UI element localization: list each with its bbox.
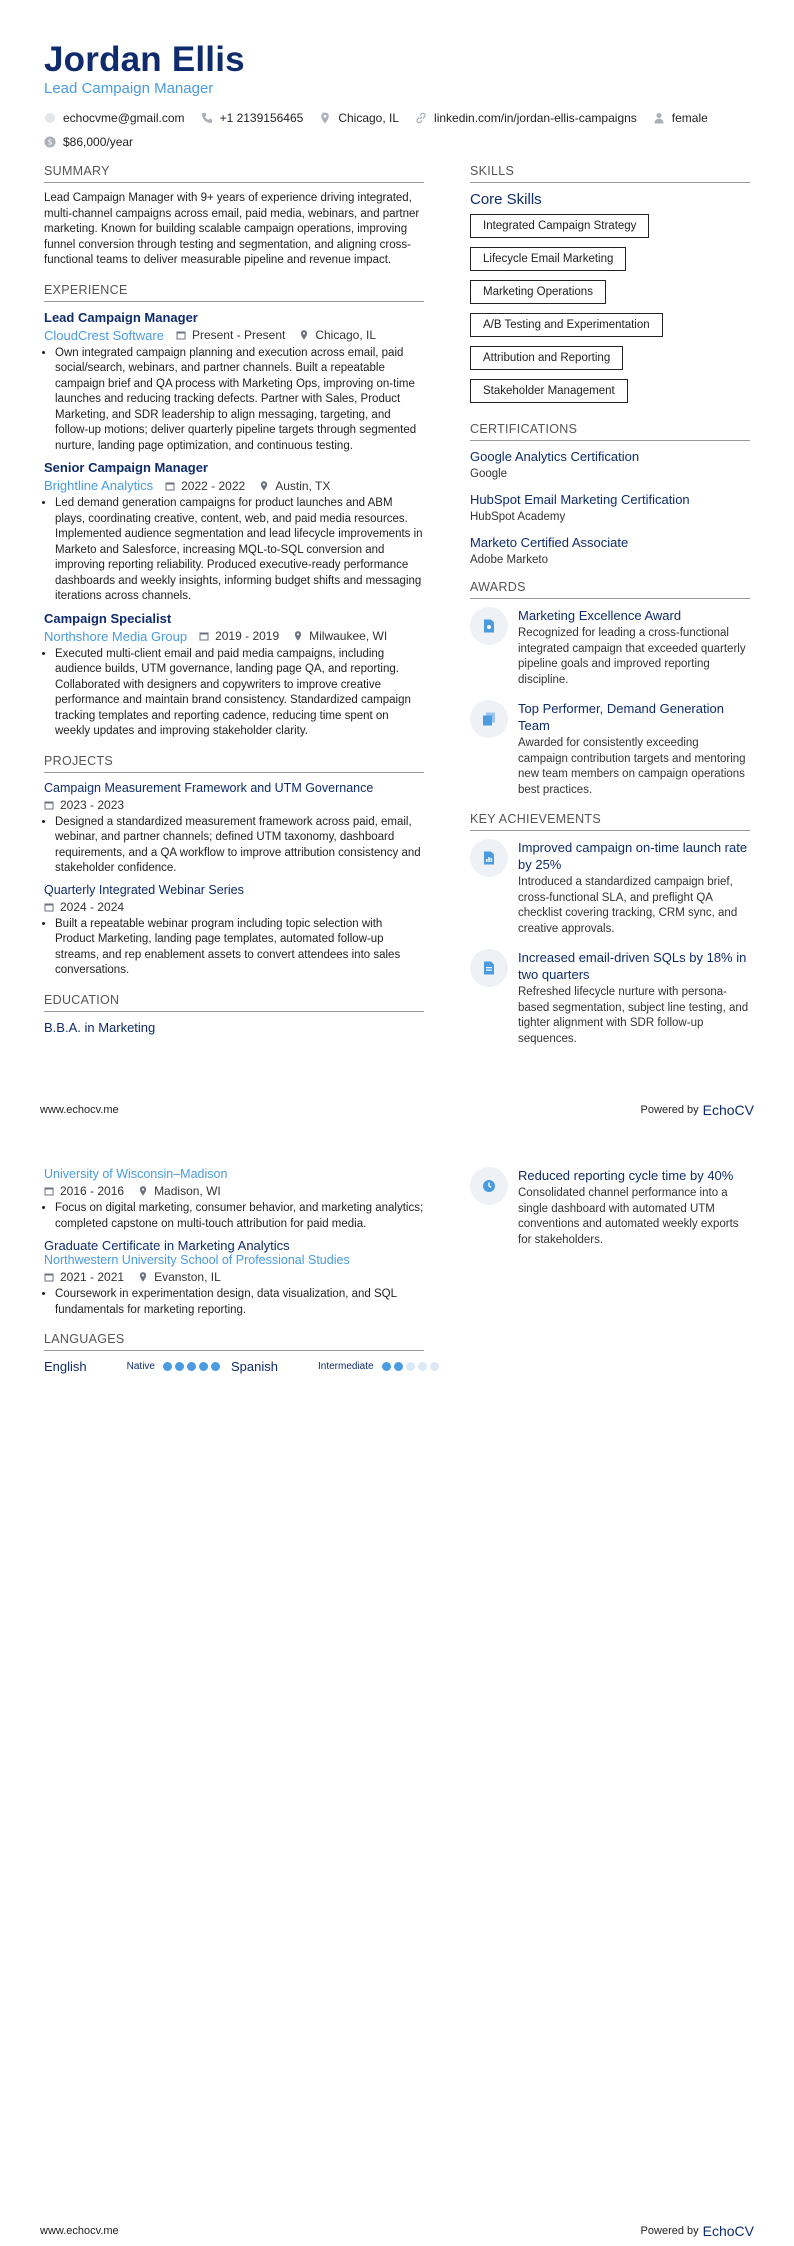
proficiency-dot [163, 1362, 172, 1371]
project-entry [44, 781, 424, 877]
cert-name: Marketo Certified Associate [470, 535, 629, 550]
phone-text: +1 2139156465 [219, 111, 304, 125]
achievements-section [470, 812, 750, 1047]
education-section [44, 993, 424, 1035]
contact-linkedin[interactable] [415, 111, 637, 125]
location-pin-icon [299, 330, 309, 340]
cert-org: HubSpot Academy [470, 511, 566, 523]
skill-tag: Integrated Campaign Strategy [470, 214, 649, 238]
job-entry [44, 460, 424, 605]
footer-powered: Powered by [640, 1104, 699, 1116]
calendar-icon [44, 902, 54, 912]
school-name: Northwestern University School of Professional Studies [44, 1253, 350, 1267]
contact-email[interactable] [44, 111, 185, 125]
company-name: Brightline Analytics [44, 478, 154, 493]
achievement-desc: Consolidated channel performance into a single dashboard with automated UTM conventions and automated weekly exports for stakeholders. [518, 1187, 739, 1246]
achievement-icon-wrap [470, 949, 508, 987]
link-icon [415, 112, 427, 124]
languages-section [44, 1332, 424, 1374]
achievement-icon-wrap [470, 839, 508, 877]
job-location: Austin, TX [275, 478, 331, 493]
calendar-icon [199, 631, 209, 641]
svg-text:$: $ [47, 137, 53, 147]
school-name: University of Wisconsin–Madison [44, 1167, 228, 1181]
achievement-desc: Refreshed lifecycle nurture with persona-based segmentation, subject line testing, and tighter alignment with SDR follow-up sequences. [518, 986, 749, 1045]
cert-org: Google [470, 468, 508, 480]
calendar-icon [44, 1272, 54, 1282]
projects-heading: PROJECTS [44, 754, 424, 773]
award-icon-wrap [470, 607, 508, 645]
document-star-icon [483, 619, 495, 633]
job-entry [44, 611, 424, 740]
right-column-continued [470, 1167, 750, 1260]
skill-tag: Marketing Operations [470, 280, 606, 304]
skill-tag: Attribution and Reporting [470, 346, 623, 370]
skill-tag: Stakeholder Management [470, 379, 628, 403]
award-entry [470, 700, 750, 798]
cert-name: Google Analytics Certification [470, 449, 640, 464]
education-continued [44, 1167, 424, 1318]
left-column-continued [44, 1167, 424, 1374]
language-level: Native [126, 1361, 155, 1372]
language-dots [382, 1362, 442, 1371]
project-title: Campaign Measurement Framework and UTM Governance [44, 780, 374, 795]
email-text: echocvme@gmail.com [63, 111, 185, 125]
footer-brand-logo: EchoCV [702, 1102, 754, 1118]
degree-title: Graduate Certificate in Marketing Analytics [44, 1238, 290, 1253]
language-dots [163, 1362, 223, 1371]
footer-site[interactable]: www.echocv.me [40, 1104, 119, 1116]
document-chart-icon [483, 851, 495, 865]
proficiency-dot [199, 1362, 208, 1371]
degree-title: B.B.A. in Marketing [44, 1019, 156, 1035]
right-column [470, 164, 750, 1059]
achievement-entry [470, 949, 750, 1047]
experience-section [44, 283, 424, 740]
candidate-name: Jordan Ellis [44, 40, 245, 79]
footer-powered: Powered by [640, 2225, 699, 2237]
location-text: Chicago, IL [338, 111, 400, 125]
experience-heading: EXPERIENCE [44, 283, 424, 302]
email-icon [44, 112, 56, 124]
proficiency-dot [187, 1362, 196, 1371]
calendar-icon [176, 330, 186, 340]
language-level: Intermediate [317, 1361, 374, 1372]
person-icon [653, 112, 665, 124]
calendar-icon [44, 1186, 54, 1196]
education-location: Madison, WI [154, 1184, 221, 1198]
location-pin-icon [138, 1272, 148, 1282]
job-bullet: • Executed multi-client email and paid media campaigns, including audience builds, UTM governance, landing page QA, and reporting. Collaborated with designers and copywriters to improve creative performance and maintain brand consistency. Standardized campaign tracking templates and reporting cadence, reducing time spent on weekly updates and improving stakeholder clarity. [55, 647, 424, 740]
documents-icon [482, 712, 496, 726]
projects-section [44, 754, 424, 979]
resume-page-2 [0, 1123, 794, 2246]
job-title: Campaign Specialist [44, 610, 172, 626]
contact-phone[interactable] [201, 111, 304, 125]
job-title: Senior Campaign Manager [44, 460, 208, 475]
education-heading: EDUCATION [44, 993, 424, 1012]
language-name: English [44, 1359, 87, 1374]
cert-org: Adobe Marketo [470, 554, 548, 566]
education-bullet: • Coursework in experimentation design, data visualization, and SQL fundamentals for marketing reporting. [55, 1287, 424, 1318]
awards-section [470, 580, 750, 798]
project-entry [44, 883, 424, 979]
proficiency-dot [382, 1362, 391, 1371]
salary-text: $86,000/year [63, 135, 134, 149]
skills-section [470, 164, 750, 412]
calendar-icon [165, 481, 175, 491]
achievement-title: Improved campaign on-time launch rate by 25% [518, 840, 748, 872]
contact-salary [44, 135, 133, 149]
footer-brand-logo: EchoCV [702, 2223, 754, 2239]
award-title: Top Performer, Demand Generation Team [518, 701, 724, 733]
achievement-icon-wrap [470, 1167, 508, 1205]
skills-heading: SKILLS [470, 164, 750, 183]
language-name: Spanish [231, 1359, 278, 1374]
proficiency-dot [406, 1362, 415, 1371]
award-icon-wrap [470, 700, 508, 738]
cert-name: HubSpot Email Marketing Certification [470, 492, 690, 507]
gender-text: female [671, 111, 708, 125]
clock-icon [482, 1179, 496, 1193]
page-footer [40, 2223, 754, 2239]
award-desc: Recognized for leading a cross-functional integrated campaign that exceeded quarterly pipeline goals and improved reporting discipline. [518, 627, 746, 686]
education-bullet: • Focus on digital marketing, consumer behavior, and marketing analytics; completed capstone on multi-touch attribution for paid media. [55, 1201, 424, 1232]
project-bullet: • Built a repeatable webinar program including topic selection with Product Marketing, landing page templates, automated follow-up streams, and rep enablement assets to convert attendees into sales conversations. [55, 917, 424, 979]
achievement-desc: Introduced a standardized campaign brief, cross-functional SLA, and preflight QA checklist covering tracking, CRM sync, and creative approvals. [518, 876, 738, 935]
calendar-icon [44, 800, 54, 810]
achievement-entry [470, 1167, 750, 1248]
summary-text: Lead Campaign Manager with 9+ years of experience driving integrated, multi-channel campaigns across email, paid media, webinars, and partner marketing. Known for building scalable campaign operations, improving funnel conversion through testing and segmentation, and aligning cross-functional teams to deliver measurable pipeline and revenue impact. [44, 192, 420, 266]
award-entry [470, 607, 750, 688]
location-pin-icon [138, 1186, 148, 1196]
project-bullet: • Designed a standardized measurement framework across paid, email, webinar, and partner channels; defined UTM taxonomy, dashboard requirements, and a QA workflow to improve attribution consistency and stakeholder confidence. [55, 815, 424, 877]
contact-location [319, 111, 399, 125]
awards-heading: AWARDS [470, 580, 750, 599]
page-footer [40, 1102, 754, 1118]
job-dates: 2022 - 2022 [181, 478, 246, 493]
education-dates: 2021 - 2021 [60, 1270, 125, 1284]
education-location: Evanston, IL [154, 1270, 221, 1284]
money-icon [44, 136, 56, 148]
project-dates: 2023 - 2023 [60, 797, 125, 812]
education-dates: 2016 - 2016 [60, 1184, 125, 1198]
phone-icon [201, 112, 213, 124]
proficiency-dot [175, 1362, 184, 1371]
proficiency-dot [418, 1362, 427, 1371]
skills-subheading: Core Skills [470, 191, 542, 208]
proficiency-dot [394, 1362, 403, 1371]
job-location: Milwaukee, WI [309, 629, 388, 643]
languages-heading: LANGUAGES [44, 1332, 424, 1351]
proficiency-dot [430, 1362, 439, 1371]
job-location: Chicago, IL [315, 328, 377, 342]
summary-section [44, 164, 424, 269]
candidate-role: Lead Campaign Manager [44, 80, 214, 97]
location-pin-icon [293, 631, 303, 641]
job-title: Lead Campaign Manager [44, 309, 198, 325]
company-name: CloudCrest Software [44, 327, 164, 343]
skill-tag: Lifecycle Email Marketing [470, 247, 626, 271]
achievement-title: Increased email-driven SQLs by 18% in two quarters [518, 950, 747, 982]
document-icon [483, 961, 495, 975]
job-bullet: • Led demand generation campaigns for product launches and ABM plays, coordinating creative, content, web, and paid media resources. Implemented audience segmentation and lead lifecycle improvements in Marketo and Salesforce, increasing MQL-to-SQL conversion and improving reporting reliability. Produced executive-ready performance dashboards and weekly insights, informing budget shifts and messaging iterations across channels. [55, 496, 424, 605]
project-dates: 2024 - 2024 [60, 899, 125, 914]
certifications-section [470, 422, 750, 566]
summary-heading: SUMMARY [44, 164, 424, 183]
footer-site[interactable]: www.echocv.me [40, 2225, 119, 2237]
proficiency-dot [211, 1362, 220, 1371]
company-name: Northshore Media Group [44, 628, 188, 644]
achievement-entry [470, 839, 750, 937]
achievement-title: Reduced reporting cycle time by 40% [518, 1168, 734, 1183]
contact-info [44, 108, 764, 156]
achievements-heading: KEY ACHIEVEMENTS [470, 812, 750, 831]
award-title: Marketing Excellence Award [518, 608, 682, 623]
contact-gender [653, 111, 708, 125]
linkedin-text: linkedin.com/in/jordan-ellis-campaigns [434, 111, 637, 125]
left-column [44, 164, 424, 1035]
job-entry [44, 310, 424, 455]
job-dates: Present - Present [191, 328, 286, 342]
location-pin-icon [319, 112, 331, 124]
award-desc: Awarded for consistently exceeding campaign contribution targets and mentoring new team members on campaign operations best practices. [518, 737, 746, 796]
job-bullet: • Own integrated campaign planning and execution across email, paid social/search, webinars, and partner channels. Built a repeatable campaign brief and QA process with Marketing Ops, improving on-time launches and reducing tracking defects. Partner with Sales, Product Marketing, and SDR leadership to align messaging, targeting, and follow-up motions; deliver quarterly pipeline targets through segmented nurture, landing page optimization, and continuous testing. [55, 346, 424, 455]
skill-tag: A/B Testing and Experimentation [470, 313, 663, 337]
job-dates: 2019 - 2019 [215, 629, 280, 643]
location-pin-icon [259, 481, 269, 491]
certifications-heading: CERTIFICATIONS [470, 422, 750, 441]
project-title: Quarterly Integrated Webinar Series [44, 882, 244, 897]
